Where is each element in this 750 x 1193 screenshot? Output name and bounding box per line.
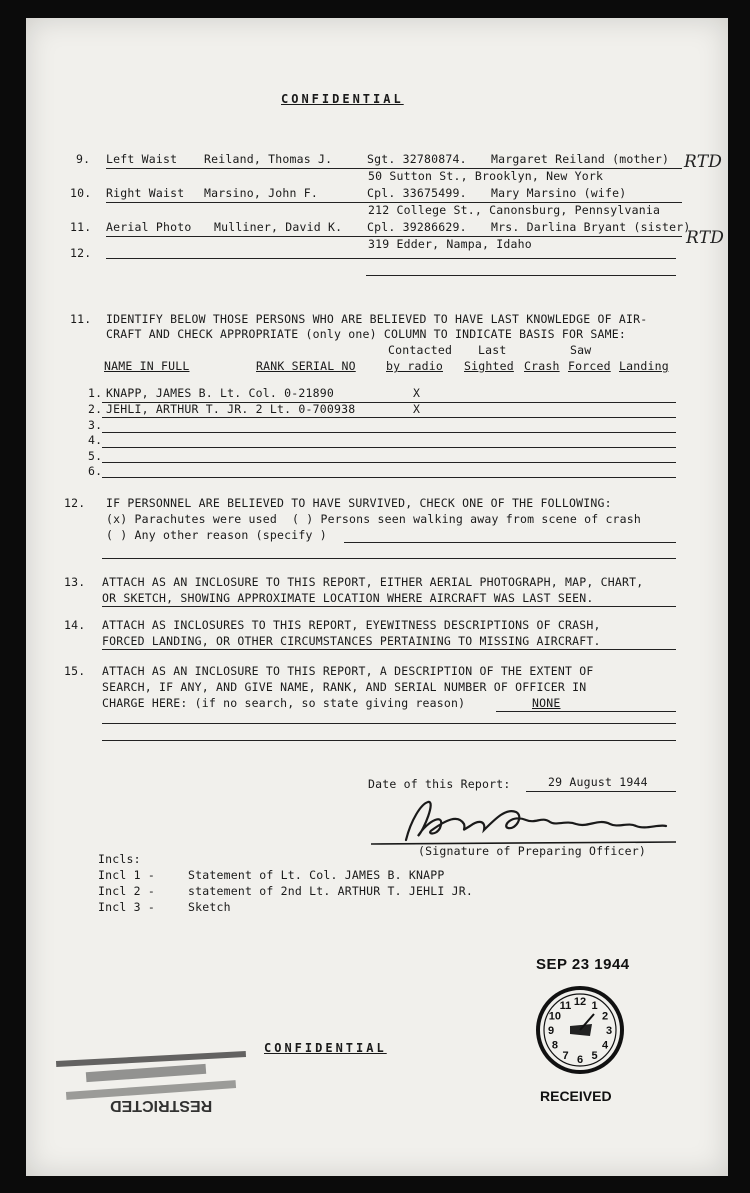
section-14-line1: ATTACH AS INCLOSURES TO THIS REPORT, EYEWITNESS DESCRIPTIONS OF CRASH, [102,618,601,632]
crew-row-11-name: Mulliner, David K. [214,220,343,234]
knowledge-row-mark: X [413,386,421,400]
rule [102,740,676,741]
knowledge-row-mark: X [413,402,421,416]
clock-numeral: 11 [559,999,572,1012]
section-14-num: 14. [64,618,86,632]
inclosure-ref: Incl 1 - [98,868,155,882]
crew-row-11-address: 319 Edder, Nampa, Idaho [368,237,532,251]
section-15-line2: SEARCH, IF ANY, AND GIVE NAME, RANK, AND SERIAL NUMBER OF OFFICER IN [102,680,587,694]
crew-row-10-rank: Cpl. 33675499. [367,186,467,200]
section-13-num: 13. [64,575,86,589]
rule [102,447,676,448]
rule [102,606,676,607]
knowledge-row-num: 5. [88,449,103,463]
clock-numeral: 1 [591,999,598,1012]
section-12-opt3: ( ) Any other reason (specify ) [106,528,327,542]
rule [102,432,676,433]
crew-row-9-address: 50 Sutton St., Brooklyn, New York [368,169,604,183]
section-12-opt1: (x) Parachutes were used [106,512,277,526]
rule [102,558,676,559]
knowledge-row-num: 4. [88,433,103,447]
crew-row-9-num: 9. [76,152,91,166]
knowledge-row-num: 6. [88,464,103,478]
crew-row-10-address: 212 College St., Canonsburg, Pennsylvania [368,203,661,217]
clock-stamp [534,984,626,1080]
clock-numeral: 4 [602,1039,609,1052]
col-last: Last [478,343,507,357]
knowledge-row-num: 1. [88,386,103,400]
knowledge-row-entry: KNAPP, JAMES B. Lt. Col. 0-21890 [106,386,334,400]
knowledge-row-num: 3. [88,418,103,432]
section-12-line1: IF PERSONNEL ARE BELIEVED TO HAVE SURVIVED, CHECK ONE OF THE FOLLOWING: [106,496,612,510]
knowledge-row-entry: JEHLI, ARTHUR T. JR. 2 Lt. 0-700938 [106,402,356,416]
section-15-num: 15. [64,664,86,678]
crew-row-11-rank: Cpl. 39286629. [367,220,467,234]
inclosure-ref: Incl 3 - [98,900,155,914]
rule [496,711,676,712]
rule [106,168,682,169]
rule [102,723,676,724]
clock-numeral: 12 [573,996,587,1008]
crew-row-10-num: 10. [70,186,92,200]
col-saw: Saw [570,343,592,357]
restricted-stamp [46,1046,246,1126]
footer-title: CONFIDENTIAL [264,1041,387,1055]
signature-label: (Signature of Preparing Officer) [418,844,646,858]
crew-row-11-note: RTD [686,228,725,248]
report-date-label: Date of this Report: [368,777,511,791]
crew-row-9-rank: Sgt. 32780874. [367,152,467,166]
clock-numeral: 6 [576,1054,584,1066]
rule [102,477,676,478]
crew-row-11-num: 11. [70,220,92,234]
section-15-line1: ATTACH AS AN INCLOSURE TO THIS REPORT, A DESCRIPTION OF THE EXTENT OF [102,664,594,678]
rule [102,417,676,418]
header-title: CONFIDENTIAL [281,92,404,106]
document-page [26,18,728,1176]
section-13-line2: OR SKETCH, SHOWING APPROXIMATE LOCATION WHERE AIRCRAFT WAS LAST SEEN. [102,591,594,605]
section-15-line3: CHARGE HERE: (if no search, so state giving reason) [102,696,466,710]
clock-numeral: 8 [551,1039,558,1052]
rule [102,462,676,463]
col-crash: Crash [524,359,560,373]
rule [102,649,676,650]
section-14-line2: FORCED LANDING, OR OTHER CIRCUMSTANCES PERTAINING TO MISSING AIRCRAFT. [102,634,601,648]
crew-row-9-contact: Margaret Reiland (mother) [491,152,670,166]
clock-numeral: 10 [548,1010,562,1023]
rule [366,275,676,276]
received-label: RECEIVED [540,1088,612,1104]
crew-row-11-position: Aerial Photo [106,220,192,234]
section-12-opt2: ( ) Persons seen walking away from scene of crash [292,512,642,526]
crew-row-10-position: Right Waist [106,186,185,200]
crew-row-10-contact: Mary Marsino (wife) [491,186,627,200]
section-11-num: 11. [70,312,92,326]
section-13-line1: ATTACH AS AN INCLOSURE TO THIS REPORT, EITHER AERIAL PHOTOGRAPH, MAP, CHART, [102,575,644,589]
clock-numeral: 3 [605,1025,613,1037]
col-serial: RANK SERIAL NO [256,359,356,373]
col-by-radio: by radio [386,359,443,373]
crew-row-9-position: Left Waist [106,152,178,166]
col-name: NAME IN FULL [104,359,190,373]
rule [106,202,682,203]
crew-row-12-num: 12. [70,246,92,260]
col-forced: Forced [568,359,611,373]
rule [344,542,676,543]
col-sighted: Sighted [464,359,514,373]
section-11-line1: IDENTIFY BELOW THOSE PERSONS WHO ARE BELIEVED TO HAVE LAST KNOWLEDGE OF AIR- [106,312,648,326]
section-15-answer: NONE [532,696,561,710]
restricted-label: RESTRICTED [110,1097,213,1114]
rule [106,258,676,259]
knowledge-row-num: 2. [88,402,103,416]
received-date-stamp: SEP 23 1944 [536,956,630,973]
crew-row-11-contact: Mrs. Darlina Bryant (sister) [491,220,691,234]
crew-row-10-name: Marsino, John F. [204,186,318,200]
crew-row-9-note: RTD [684,152,723,172]
inclosure-text: statement of 2nd Lt. ARTHUR T. JEHLI JR. [188,884,473,898]
clock-numeral: 2 [602,1010,609,1023]
inclosure-text: Sketch [188,900,231,914]
col-contacted: Contacted [388,343,453,357]
inclosures-label: Incls: [98,852,141,866]
clock-numeral: 9 [547,1025,555,1037]
section-11-line2: CRAFT AND CHECK APPROPRIATE (only one) COLUMN TO INDICATE BASIS FOR SAME: [106,327,627,341]
inclosure-ref: Incl 2 - [98,884,155,898]
col-landing: Landing [619,359,669,373]
rule [106,236,682,237]
clock-numeral: 5 [591,1050,598,1063]
inclosure-text: Statement of Lt. Col. JAMES B. KNAPP [188,868,445,882]
clock-numeral: 7 [562,1050,569,1063]
report-date-value: 29 August 1944 [548,775,648,789]
crew-row-9-name: Reiland, Thomas J. [204,152,333,166]
section-12-num: 12. [64,496,86,510]
